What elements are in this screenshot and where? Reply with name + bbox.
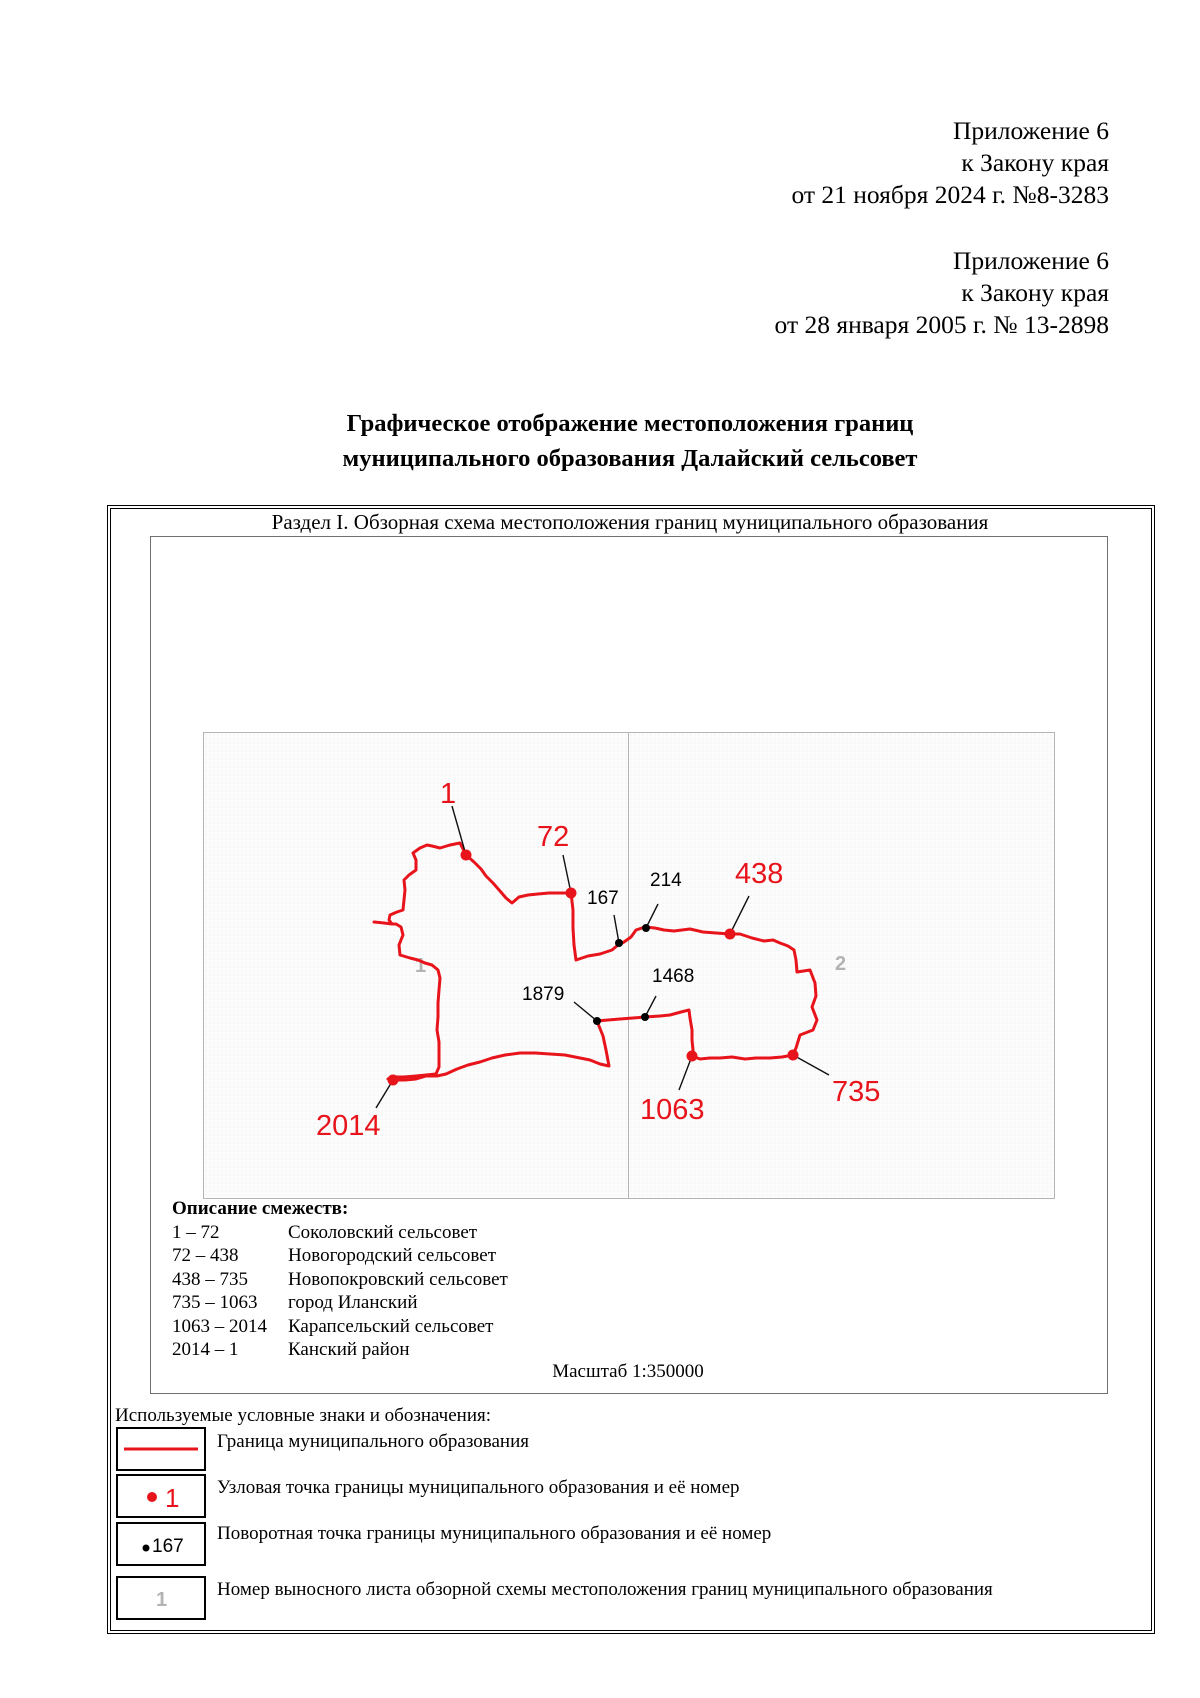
annex-current-line2: к Закону края [961, 148, 1109, 177]
nodal-point-icon [118, 1476, 204, 1516]
leader-735 [793, 1055, 829, 1075]
turning-point-icon [118, 1524, 204, 1564]
turning-points [593, 924, 650, 1025]
label-leaders [376, 806, 829, 1108]
document-title-line1: Графическое отображение местоположения границ [346, 410, 914, 437]
annex-original-line2: к Закону края [961, 278, 1109, 307]
legend-symbol-boundary [116, 1427, 206, 1471]
nodal-point-1063 [687, 1051, 698, 1062]
turning-point-214 [642, 924, 650, 932]
adjacency-range: 438 – 735 [172, 1268, 248, 1290]
turning-point-1468 [641, 1013, 649, 1021]
legend-symbol-nodal-point [116, 1474, 206, 1518]
adjacency-row [172, 1268, 508, 1292]
nodal-label-438: 438 [735, 858, 784, 890]
leader-1 [452, 806, 466, 855]
nodal-point-438 [725, 929, 736, 940]
nodal-point-735 [788, 1050, 799, 1061]
nodal-label-1: 1 [440, 778, 457, 810]
turning-label-1468: 1468 [652, 966, 695, 987]
turning-point-1879 [593, 1017, 601, 1025]
legend-sample-nodal: 1 [165, 1483, 180, 1513]
leader-214 [646, 904, 658, 928]
nodal-label-735: 735 [832, 1076, 881, 1108]
legend-sample-turning: 167 [152, 1536, 184, 1557]
adjacency-neighbor: Новогородский сельсовет [288, 1245, 497, 1266]
turning-point-167 [615, 939, 623, 947]
adjacency-row [172, 1244, 508, 1268]
adjacency-neighbor: Канский район [288, 1339, 410, 1360]
legend-sample-sheet: 1 [156, 1589, 168, 1611]
adjacency-neighbor: Карапсельский сельсовет [288, 1315, 494, 1337]
leader-438 [730, 896, 749, 934]
legend-symbol-turning-point [116, 1522, 206, 1566]
adjacency-row [172, 1291, 508, 1315]
legend-label-sheet-number: Номер выносного листа обзорной схемы местоположения границ муниципального образования [217, 1579, 993, 1600]
sheet-number-2: 2 [835, 953, 847, 975]
document-title-line2: муниципального образования Далайский сельсовет [342, 445, 918, 472]
adjacency-row [172, 1338, 508, 1362]
legend-label-nodal-point: Узловая точка границы муниципального образования и её номер [217, 1477, 740, 1498]
sheet-number-icon [118, 1578, 204, 1618]
adjacency-range: 2014 – 1 [172, 1339, 239, 1360]
annex-original-line3: от 28 января 2005 г. № 13-2898 [774, 310, 1109, 339]
nodal-point-72 [566, 888, 577, 899]
leader-72 [563, 855, 571, 893]
adjacency-description [172, 1197, 508, 1362]
annex-current-line1: Приложение 6 [953, 116, 1109, 145]
adjacency-title: Описание смежеств: [172, 1198, 349, 1219]
nodal-point-1 [461, 850, 472, 861]
adjacency-neighbor: город Иланский [288, 1292, 418, 1313]
nodal-label-2014: 2014 [316, 1110, 381, 1142]
nodal-label-72: 72 [537, 821, 570, 853]
legend-symbol-sheet-number [116, 1576, 206, 1620]
boundary-spur [374, 922, 392, 924]
leader-1879 [574, 1002, 597, 1021]
legend-heading: Используемые условные знаки и обозначения: [115, 1405, 492, 1426]
legend-label-boundary: Граница муниципального образования [217, 1431, 529, 1452]
sheet-number-1: 1 [415, 955, 427, 977]
adjacency-row [172, 1315, 508, 1339]
adjacency-range: 735 – 1063 [172, 1292, 258, 1313]
turning-label-214: 214 [650, 870, 682, 891]
map-scale: Масштаб 1:350000 [552, 1361, 704, 1382]
adjacency-range: 1 – 72 [172, 1221, 220, 1243]
nodal-label-1063: 1063 [640, 1094, 705, 1126]
boundary-line-icon [118, 1429, 204, 1469]
annex-original-line1: Приложение 6 [953, 246, 1109, 275]
adjacency-range: 72 – 438 [172, 1245, 239, 1266]
adjacency-neighbor: Новопокровский сельсовет [288, 1268, 508, 1290]
nodal-point-2014 [388, 1075, 399, 1086]
adjacency-neighbor: Соколовский сельсовет [288, 1221, 478, 1243]
leader-167 [614, 915, 619, 943]
section-title: Раздел I. Обзорная схема местоположения границ муниципального образования [271, 510, 989, 534]
annex-current-line3: от 21 ноября 2024 г. №8-3283 [791, 180, 1109, 209]
turning-label-1879: 1879 [522, 984, 565, 1005]
adjacency-range: 1063 – 2014 [172, 1315, 267, 1337]
turning-label-167: 167 [587, 888, 619, 909]
legend-label-turning-point: Поворотная точка границы муниципального образования и её номер [217, 1523, 772, 1544]
adjacency-row [172, 1221, 508, 1245]
